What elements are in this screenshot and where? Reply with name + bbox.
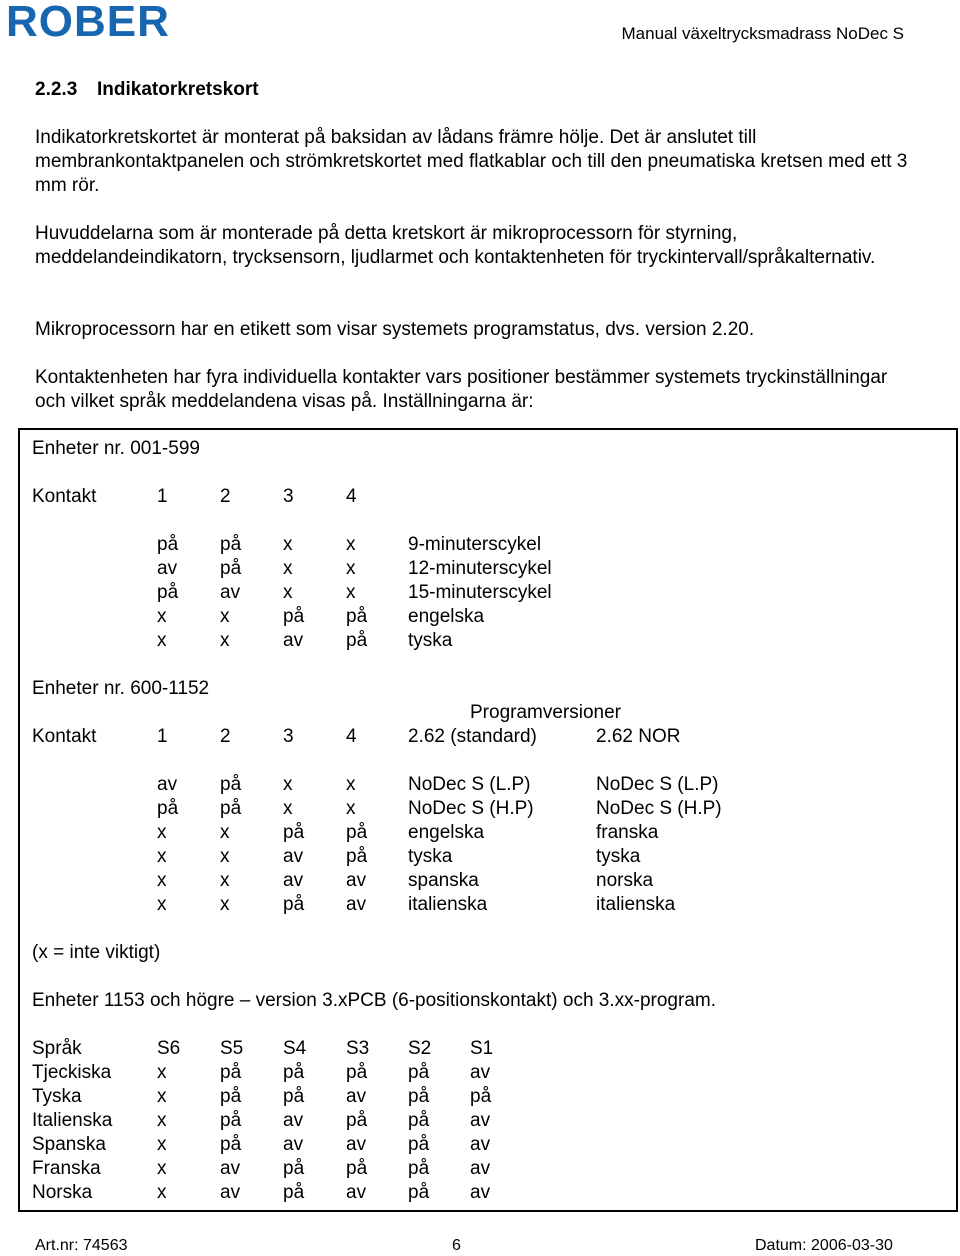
table2-cell: engelska bbox=[408, 822, 485, 843]
table2-cell: NoDec S (H.P) bbox=[408, 798, 534, 819]
table3-cell: på bbox=[220, 1134, 242, 1155]
paragraph-1: Indikatorkretskortet är monterat på baksidan av lådans främre hölje. Det är anslutet till membrankontaktpanelen och strömkretskortet med flatkablar och till den pneumatiska kretsen med ett 3 mm rör. bbox=[35, 127, 908, 196]
table2-cell: av bbox=[157, 774, 178, 795]
table2-cell: NoDec S (L.P) bbox=[408, 774, 531, 795]
table2-cell: på bbox=[283, 822, 305, 843]
table3-cell: på bbox=[220, 1086, 242, 1107]
table2-cell: x bbox=[157, 870, 167, 891]
table1-cell: tyska bbox=[408, 630, 453, 651]
table2-cell: på bbox=[220, 774, 242, 795]
table3-cell: av bbox=[346, 1134, 367, 1155]
rober-logo: ROBER bbox=[6, 0, 170, 46]
table3-cell: på bbox=[470, 1086, 492, 1107]
table3-cell: av bbox=[470, 1134, 491, 1155]
table2-cell: NoDec S (H.P) bbox=[596, 798, 722, 819]
table1-cell: x bbox=[283, 582, 293, 603]
table1-cell: engelska bbox=[408, 606, 485, 627]
table2-supertitle: Programversioner bbox=[470, 702, 621, 723]
table2-cell: på bbox=[346, 846, 368, 867]
table3-cell: x bbox=[157, 1062, 167, 1083]
table3-cell: på bbox=[346, 1158, 368, 1179]
table1-cell: x bbox=[220, 630, 230, 651]
table1-header-cell: 4 bbox=[346, 486, 357, 507]
table3-cell: på bbox=[283, 1158, 305, 1179]
table3-header-cell: S5 bbox=[220, 1038, 244, 1059]
table2-cell: x bbox=[157, 846, 167, 867]
table2-cell: av bbox=[283, 846, 304, 867]
table3-cell: x bbox=[157, 1158, 167, 1179]
table2-cell: av bbox=[283, 870, 304, 891]
table3-cell: av bbox=[470, 1182, 491, 1203]
section-heading bbox=[35, 78, 259, 102]
footer-artnr: Art.nr: 74563 bbox=[35, 1237, 128, 1254]
document-title: Manual växeltrycksmadrass NoDec S bbox=[621, 24, 904, 43]
table2-header-cell: 2 bbox=[220, 726, 231, 747]
paragraph-4: Kontaktenheten har fyra individuella kontakter vars positioner bestämmer systemets tryckinställningar och vilket språk meddelandena visas på. Inställningarna är: bbox=[35, 367, 888, 412]
table3-cell: av bbox=[283, 1110, 304, 1131]
table3-cell: på bbox=[408, 1086, 430, 1107]
table3-cell: på bbox=[283, 1086, 305, 1107]
table1-cell: på bbox=[157, 582, 179, 603]
table3-header-cell: S4 bbox=[283, 1038, 307, 1059]
table2-cell: på bbox=[283, 894, 305, 915]
table2-title: Enheter nr. 600-1152 bbox=[32, 678, 210, 699]
table1-cell: x bbox=[283, 558, 293, 579]
table2-cell: x bbox=[346, 774, 356, 795]
table1-cell: x bbox=[346, 582, 356, 603]
table2-header-cell: 4 bbox=[346, 726, 357, 747]
table1-cell: av bbox=[283, 630, 304, 651]
table1-cell: 9-minuterscykel bbox=[408, 534, 542, 555]
table1-cell: på bbox=[346, 606, 368, 627]
table2-cell: x bbox=[157, 822, 167, 843]
table2-header-cell: 2.62 NOR bbox=[596, 726, 681, 747]
table3-cell: Franska bbox=[32, 1158, 101, 1179]
table2-cell: x bbox=[283, 798, 293, 819]
table3-cell: x bbox=[157, 1110, 167, 1131]
table3-cell: på bbox=[283, 1182, 305, 1203]
table3-title: Enheter 1153 och högre – version 3.xPCB (6-positionskontakt) och 3.xx-program. bbox=[32, 990, 716, 1011]
table1-header-cell: 3 bbox=[283, 486, 294, 507]
section-number: 2.2.3 bbox=[35, 79, 78, 100]
table1-cell: på bbox=[157, 534, 179, 555]
table2-cell: tyska bbox=[408, 846, 453, 867]
table1-cell: 15-minuterscykel bbox=[408, 582, 552, 603]
table1-cell: x bbox=[157, 606, 167, 627]
table2-cell: tyska bbox=[596, 846, 641, 867]
table2-header-cell: 1 bbox=[157, 726, 168, 747]
table3-cell: av bbox=[283, 1134, 304, 1155]
table1-cell: på bbox=[346, 630, 368, 651]
table1-cell: på bbox=[220, 534, 242, 555]
table3-cell: på bbox=[220, 1110, 242, 1131]
footer-page-number: 6 bbox=[452, 1237, 461, 1254]
table1-cell: på bbox=[283, 606, 305, 627]
table2-cell: på bbox=[220, 798, 242, 819]
table3-cell: på bbox=[408, 1182, 430, 1203]
table2-cell: x bbox=[220, 822, 230, 843]
table3-cell: på bbox=[283, 1062, 305, 1083]
table2-cell: x bbox=[220, 894, 230, 915]
table2-cell: x bbox=[220, 870, 230, 891]
table1-cell: av bbox=[157, 558, 178, 579]
table1-cell: x bbox=[346, 534, 356, 555]
table1-header-cell: 1 bbox=[157, 486, 168, 507]
table1-cell: x bbox=[346, 558, 356, 579]
table3-cell: på bbox=[408, 1062, 430, 1083]
table1-title: Enheter nr. 001-599 bbox=[32, 438, 200, 459]
table3-cell: på bbox=[408, 1110, 430, 1131]
table2-cell: av bbox=[346, 870, 367, 891]
table3-header-cell: S1 bbox=[470, 1038, 494, 1059]
table3-cell: på bbox=[346, 1062, 368, 1083]
table3-cell: x bbox=[157, 1134, 167, 1155]
table3-cell: av bbox=[220, 1158, 241, 1179]
table3-cell: Tjeckiska bbox=[32, 1062, 112, 1083]
table3-cell: på bbox=[346, 1110, 368, 1131]
table3-cell: på bbox=[408, 1158, 430, 1179]
table1-cell: av bbox=[220, 582, 241, 603]
table2-header-cell: Kontakt bbox=[32, 726, 97, 747]
table3-cell: av bbox=[470, 1062, 491, 1083]
footer-date: Datum: 2006-03-30 bbox=[755, 1237, 893, 1254]
table2-cell: x bbox=[220, 846, 230, 867]
table3-cell: på bbox=[220, 1062, 242, 1083]
table3-cell: av bbox=[220, 1182, 241, 1203]
table2-header-cell: 2.62 (standard) bbox=[408, 726, 537, 747]
table2-note: (x = inte viktigt) bbox=[32, 942, 161, 963]
table3-header-cell: S3 bbox=[346, 1038, 370, 1059]
table3-cell: av bbox=[470, 1110, 491, 1131]
table3-cell: på bbox=[408, 1134, 430, 1155]
table2-cell: italienska bbox=[596, 894, 676, 915]
table2-header-cell: 3 bbox=[283, 726, 294, 747]
table3-header-cell: S2 bbox=[408, 1038, 432, 1059]
table1-cell: 12-minuterscykel bbox=[408, 558, 552, 579]
table2-cell: x bbox=[157, 894, 167, 915]
table1-cell: x bbox=[220, 606, 230, 627]
table1-cell: på bbox=[220, 558, 242, 579]
table3-cell: Italienska bbox=[32, 1110, 113, 1131]
table1-header-cell: 2 bbox=[220, 486, 231, 507]
table2-cell: x bbox=[283, 774, 293, 795]
table3-cell: av bbox=[470, 1158, 491, 1179]
table2-cell: italienska bbox=[408, 894, 488, 915]
section-title: Indikatorkretskort bbox=[97, 79, 259, 100]
table3-cell: x bbox=[157, 1182, 167, 1203]
table3-header-cell: Språk bbox=[32, 1038, 82, 1059]
paragraph-2: Huvuddelarna som är monterade på detta kretskort är mikroprocessorn för styrning, meddelandeindikatorn, trycksensorn, ljudlarmet och kontaktenheten för tryckintervall/språkalternativ. bbox=[35, 223, 876, 268]
table3-cell: Spanska bbox=[32, 1134, 106, 1155]
table1-header-cell: Kontakt bbox=[32, 486, 97, 507]
table2-cell: spanska bbox=[408, 870, 479, 891]
table2-cell: NoDec S (L.P) bbox=[596, 774, 719, 795]
table2-cell: på bbox=[157, 798, 179, 819]
table1-cell: x bbox=[157, 630, 167, 651]
table3-cell: av bbox=[346, 1086, 367, 1107]
table2-cell: x bbox=[346, 798, 356, 819]
table3-cell: x bbox=[157, 1086, 167, 1107]
table2-cell: av bbox=[346, 894, 367, 915]
table2-cell: norska bbox=[596, 870, 654, 891]
table1-cell: x bbox=[283, 534, 293, 555]
table3-cell: av bbox=[346, 1182, 367, 1203]
table3-cell: Tyska bbox=[32, 1086, 82, 1107]
table2-cell: på bbox=[346, 822, 368, 843]
table3-cell: Norska bbox=[32, 1182, 93, 1203]
paragraph-3: Mikroprocessorn har en etikett som visar systemets programstatus, dvs. version 2.20. bbox=[35, 319, 755, 340]
table3-header-cell: S6 bbox=[157, 1038, 181, 1059]
table2-cell: franska bbox=[596, 822, 659, 843]
